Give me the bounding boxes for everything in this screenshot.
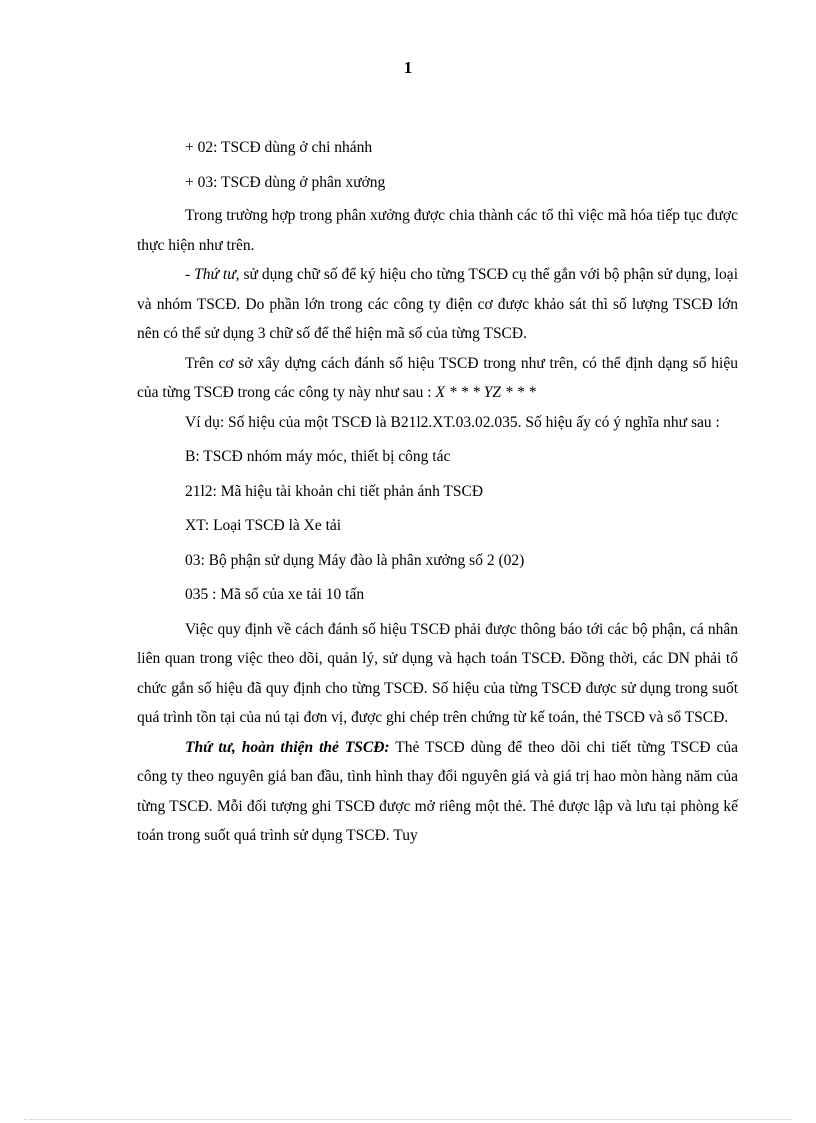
paragraph-notification: Việc quy định về cách đánh số hiệu TSCĐ phải được thông báo tới các bộ phận, cá nhân liên quan trong việc theo dõi, quản lý, sử dụng và hạch toán TSCĐ. Đồng thời, các DN phải tổ chức gắn số hiệu đã quy định cho từng TSCĐ. Số hiệu của từng TSCĐ được sử dụng trong suốt quá trình tồn tại của nú tại đơn vị, được ghi chép trên chứng từ kế toán, thẻ TSCĐ và sổ TSCĐ. bbox=[137, 620, 738, 726]
example-line-03: 03: Bộ phận sử dụng Máy đào là phân xưởng số 2 (02) bbox=[185, 551, 525, 569]
emphasis-asset-card: Thứ tư, hoàn thiện thẻ TSCĐ: bbox=[185, 738, 390, 756]
page-bottom-divider bbox=[24, 1119, 792, 1120]
example-line-xt: XT: Loại TSCĐ là Xe tải bbox=[185, 517, 342, 534]
paragraph-fourth-text: sử dụng chữ số để ký hiệu cho từng TSCĐ cụ thể gắn với bộ phận sử dụng, loại và nhóm TSCĐ. Do phần lớn trong các công ty điện cơ được khảo sát thì số lượng TSCĐ lớn nên có thể sử dụng 3 chữ số để thể hiện mã số của từng TSCĐ. bbox=[137, 266, 738, 342]
format-pattern: X * * * YZ * * * bbox=[435, 384, 536, 401]
example-line-2112: 21l2: Mã hiệu tài khoản chi tiết phản ánh TSCĐ bbox=[185, 482, 484, 500]
paragraph-workshop-coding: Trong trường hợp trong phân xưởng được chia thành các tổ thì việc mã hóa tiếp tục được thực hiện như trên. bbox=[137, 207, 738, 254]
emphasis-fourth: Thứ tư, bbox=[194, 266, 240, 283]
list-item-02: + 02: TSCĐ dùng ở chi nhánh bbox=[185, 139, 373, 156]
list-item-03: + 03: TSCĐ dùng ở phân xưởng bbox=[185, 173, 386, 191]
example-line-b: B: TSCĐ nhóm máy móc, thiết bị công tác bbox=[185, 448, 451, 465]
paragraph-fourth-digits bbox=[137, 260, 738, 349]
page-number: 1 bbox=[403, 58, 413, 77]
example-line-035: 035 : Mã số của xe tải 10 tấn bbox=[185, 586, 365, 603]
paragraph-example: Ví dụ: Số hiệu của một TSCĐ là B21l2.XT.03.02.035. Số hiệu ấy có ý nghĩa như sau : bbox=[185, 413, 720, 431]
paragraph-asset-card-text: Thẻ TSCĐ dùng để theo dõi chi tiết từng TSCĐ của công ty theo nguyên giá ban đầu, tình hình thay đổi nguyên giá và giá trị hao mòn hàng năm của từng TSCĐ. Mỗi đối tượng ghi TSCĐ được mở riêng một thẻ. Thẻ được lập và lưu tại phòng kế toán trong suốt quá trình sử dụng TSCĐ. Tuy bbox=[137, 738, 739, 844]
paragraph-lead-dash: - bbox=[185, 266, 195, 283]
document-body bbox=[137, 133, 738, 851]
paragraph-asset-card bbox=[137, 733, 738, 851]
paragraph-format bbox=[137, 349, 738, 408]
paragraph-format-text: Trên cơ sở xây dựng cách đánh số hiệu TSCĐ trong như trên, có thể định dạng số hiệu của từng TSCĐ trong các công ty này như sau : bbox=[137, 354, 738, 401]
